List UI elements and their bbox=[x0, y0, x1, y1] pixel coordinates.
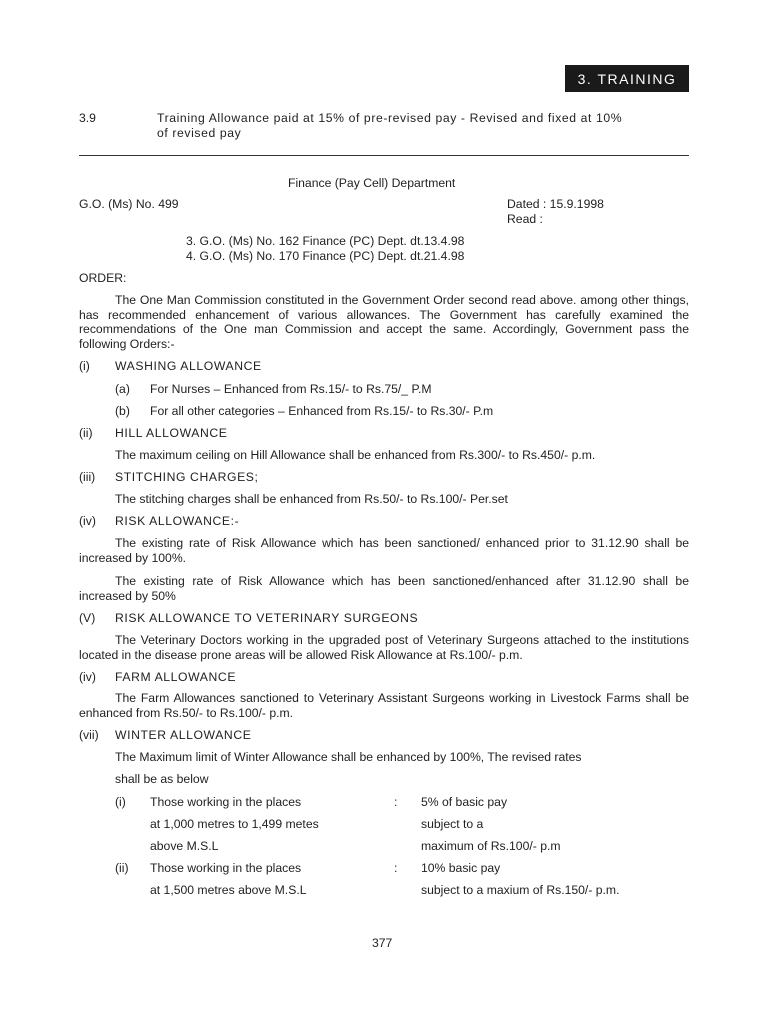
winter-row1-number: (i) bbox=[115, 795, 126, 809]
item-iv2-title: FARM ALLOWANCE bbox=[115, 670, 237, 684]
item-i-number: (i) bbox=[79, 359, 90, 373]
dated: Dated : 15.9.1998 bbox=[507, 197, 604, 211]
item-ia-number: (a) bbox=[115, 382, 130, 396]
reference-3: 3. G.O. (Ms) No. 162 Finance (PC) Dept. dt.13.4.98 bbox=[186, 234, 465, 248]
item-iii-number: (iii) bbox=[79, 470, 96, 484]
item-iii-title: STITCHING CHARGES; bbox=[115, 470, 259, 484]
item-vii-title: WINTER ALLOWANCE bbox=[115, 728, 252, 742]
winter-row2-place-line1: Those working in the places bbox=[150, 861, 302, 875]
item-ii-text: The maximum ceiling on Hill Allowance shall be enhanced from Rs.300/- to Rs.450/- p.m. bbox=[115, 448, 596, 462]
section-number: 3.9 bbox=[79, 111, 96, 125]
go-number: G.O. (Ms) No. 499 bbox=[79, 197, 179, 211]
order-label: ORDER: bbox=[79, 271, 127, 285]
item-iv2-number: (iv) bbox=[79, 670, 96, 684]
item-v-number: (V) bbox=[79, 611, 96, 625]
winter-row2-rate-line2: subject to a maxium of Rs.150/- p.m. bbox=[421, 883, 620, 897]
winter-row2-place-line2: at 1,500 metres above M.S.L bbox=[150, 883, 307, 897]
divider bbox=[79, 155, 689, 156]
department-heading: Finance (Pay Cell) Department bbox=[288, 176, 456, 190]
item-iii-text: The stitching charges shall be enhanced from Rs.50/- to Rs.100/- Per.set bbox=[115, 492, 508, 506]
item-vii-text1: The Maximum limit of Winter Allowance shall be enhanced by 100%, The revised rates bbox=[115, 750, 582, 764]
winter-row2-colon: : bbox=[394, 861, 398, 875]
page-number: 377 bbox=[372, 936, 393, 950]
section-badge: 3. TRAINING bbox=[565, 65, 689, 92]
winter-row1-place-line1: Those working in the places bbox=[150, 795, 302, 809]
winter-row1-place-line2: at 1,000 metres to 1,499 metes bbox=[150, 817, 319, 831]
section-title-line2: of revised pay bbox=[157, 126, 242, 140]
intro-paragraph: The One Man Commission constituted in the Government Order second read above. among other things, has recommended enhancement of various allowances. The Government has carefully examined the recommendations of the One man Commission and accept the same. Accordingly, Government pass the following Orders:- bbox=[79, 293, 689, 351]
item-ia-text: For Nurses – Enhanced from Rs.15/- to Rs.75/_ P.M bbox=[150, 382, 432, 396]
winter-row1-colon: : bbox=[394, 795, 398, 809]
item-i-title: WASHING ALLOWANCE bbox=[115, 359, 262, 373]
item-v-title: RISK ALLOWANCE TO VETERINARY SURGEONS bbox=[115, 611, 419, 625]
item-v-text: The Veterinary Doctors working in the upgraded post of Veterinary Surgeons attached to the institutions located in the disease prone areas will be allowed Risk Allowance at Rs.100/- p.m. bbox=[79, 633, 689, 662]
read-label: Read : bbox=[507, 212, 543, 226]
winter-row1-rate-line3: maximum of Rs.100/- p.m bbox=[421, 839, 561, 853]
item-ii-title: HILL ALLOWANCE bbox=[115, 426, 228, 440]
winter-row2-rate-line1: 10% basic pay bbox=[421, 861, 501, 875]
item-ib-text: For all other categories – Enhanced from Rs.15/- to Rs.30/- P.m bbox=[150, 404, 494, 418]
item-vii-text2: shall be as below bbox=[115, 772, 209, 786]
item-iv-number: (iv) bbox=[79, 514, 96, 528]
section-title-line1: Training Allowance paid at 15% of pre-revised pay - Revised and fixed at 10% bbox=[157, 111, 623, 125]
reference-4: 4. G.O. (Ms) No. 170 Finance (PC) Dept. dt.21.4.98 bbox=[186, 249, 465, 263]
item-ib-number: (b) bbox=[115, 404, 130, 418]
item-vii-number: (vii) bbox=[79, 728, 99, 742]
winter-row1-rate-line2: subject to a bbox=[421, 817, 484, 831]
winter-row1-place-line3: above M.S.L bbox=[150, 839, 219, 853]
item-iv-title: RISK ALLOWANCE:- bbox=[115, 514, 240, 528]
item-ii-number: (ii) bbox=[79, 426, 93, 440]
item-iv2-text: The Farm Allowances sanctioned to Veterinary Assistant Surgeons working in Livestock Farms shall be enhanced from Rs.50/- to Rs.100/- p.m. bbox=[79, 691, 689, 720]
item-iv-text2: The existing rate of Risk Allowance which has been sanctioned/enhanced after 31.12.90 shall be increased by 50% bbox=[79, 574, 689, 603]
winter-row1-rate-line1: 5% of basic pay bbox=[421, 795, 508, 809]
item-iv-text1: The existing rate of Risk Allowance which has been sanctioned/ enhanced prior to 31.12.90 shall be increased by 100%. bbox=[79, 536, 689, 565]
winter-row2-number: (ii) bbox=[115, 861, 129, 875]
